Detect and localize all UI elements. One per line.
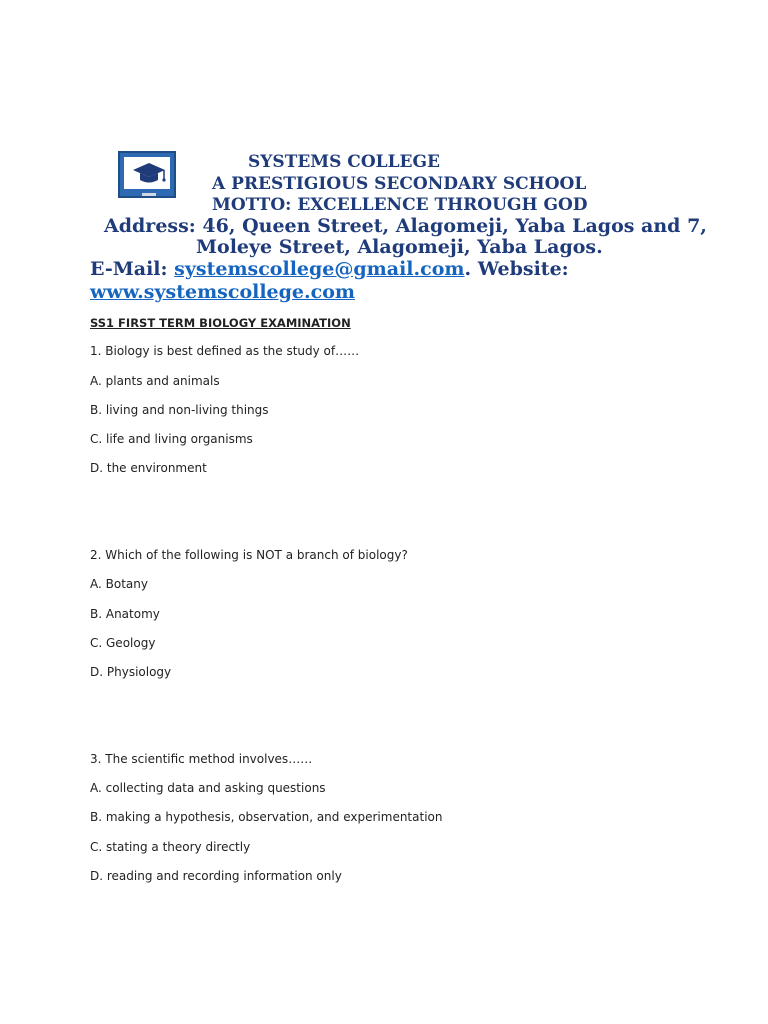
question-3: 3. The scientific method involves…… xyxy=(90,752,313,766)
website-link[interactable]: www.systemscollege.com xyxy=(90,281,355,303)
question-3-option-c: C. stating a theory directly xyxy=(90,840,251,854)
exam-title: SS1 FIRST TERM BIOLOGY EXAMINATION xyxy=(90,316,351,330)
school-tagline: A PRESTIGIOUS SECONDARY SCHOOL xyxy=(212,174,587,194)
website-line xyxy=(90,281,355,303)
address-line-1: Address: 46, Queen Street, Alagomeji, Yaba Lagos and 7, xyxy=(104,215,707,237)
school-name: SYSTEMS COLLEGE xyxy=(248,152,440,172)
question-3-option-a: A. collecting data and asking questions xyxy=(90,781,326,795)
question-2: 2. Which of the following is NOT a branch of biology? xyxy=(90,548,408,562)
question-2-option-d: D. Physiology xyxy=(90,665,172,679)
question-2-option-b: B. Anatomy xyxy=(90,607,160,621)
website-label: . Website: xyxy=(464,258,569,280)
question-1: 1. Biology is best defined as the study of…… xyxy=(90,344,360,358)
address-line-2: Moleye Street, Alagomeji, Yaba Lagos. xyxy=(196,236,603,258)
school-logo-icon xyxy=(118,151,176,198)
question-2-option-c: C. Geology xyxy=(90,636,156,650)
email-label: E-Mail: xyxy=(90,258,175,280)
question-1-option-b: B. living and non-living things xyxy=(90,403,269,417)
question-1-option-c: C. life and living organisms xyxy=(90,432,253,446)
question-2-option-a: A. Botany xyxy=(90,577,148,591)
contact-line xyxy=(90,258,569,280)
question-1-option-d: D. the environment xyxy=(90,461,207,475)
question-3-option-b: B. making a hypothesis, observation, and experimentation xyxy=(90,810,443,824)
question-1-option-a: A. plants and animals xyxy=(90,374,220,388)
school-motto: MOTTO: EXCELLENCE THROUGH GOD xyxy=(212,195,588,215)
email-link[interactable]: systemscollege@gmail.com xyxy=(174,258,465,280)
question-3-option-d: D. reading and recording information only xyxy=(90,869,342,883)
